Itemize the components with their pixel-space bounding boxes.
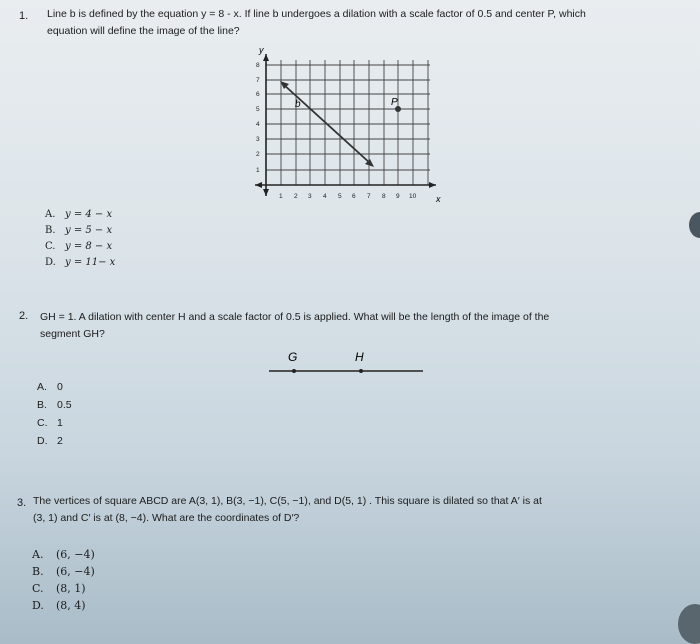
x-tick: 3 xyxy=(308,193,312,200)
x-tick: 10 xyxy=(409,193,417,200)
y-tick: 2 xyxy=(256,151,260,158)
choice-value: 2 xyxy=(57,435,63,447)
choice-a[interactable] xyxy=(45,209,115,225)
choice-value: 1 xyxy=(57,417,63,429)
y-tick: 6 xyxy=(256,91,260,98)
x-tick: 1 xyxy=(279,193,283,200)
point-h-label: H xyxy=(355,350,364,364)
choice-b[interactable] xyxy=(37,399,72,417)
choice-d[interactable] xyxy=(45,257,115,273)
y-tick: 3 xyxy=(256,136,260,143)
binder-hole xyxy=(689,212,700,238)
choice-value: (8, 1) xyxy=(56,582,86,595)
choice-letter: B. xyxy=(37,399,47,411)
x-tick: 9 xyxy=(396,193,400,200)
choice-letter: A. xyxy=(37,381,47,393)
choice-value: y = 5 − x xyxy=(65,225,113,236)
choice-letter: D. xyxy=(45,257,56,268)
x-tick: 2 xyxy=(294,193,298,200)
choice-letter: C. xyxy=(32,582,44,595)
segment-gh-figure xyxy=(265,345,435,385)
x-tick: 6 xyxy=(352,193,356,200)
question-text xyxy=(40,309,690,343)
question-text-line: Line b is defined by the equation y = 8 - x. If line b undergoes a dilation with a scale factor of 0.5 and center P, which xyxy=(47,8,586,20)
x-tick: 7 xyxy=(367,193,371,200)
y-tick: 8 xyxy=(256,62,260,69)
choice-letter: A. xyxy=(32,548,44,561)
choice-a[interactable] xyxy=(32,548,95,565)
choice-value: (6, −4) xyxy=(56,565,95,578)
choice-a[interactable] xyxy=(37,381,72,399)
choice-d[interactable] xyxy=(32,599,95,616)
line-label: b xyxy=(295,99,301,110)
choice-value: 0 xyxy=(57,381,63,393)
answer-choices xyxy=(32,548,95,616)
choice-c[interactable] xyxy=(32,582,95,599)
y-tick: 1 xyxy=(256,167,260,174)
x-tick: 4 xyxy=(323,193,327,200)
x-axis-label: x xyxy=(436,194,441,204)
choice-value: 0.5 xyxy=(57,399,72,411)
question-text-line: (3, 1) and C′ is at (8, −4). What are the coordinates of D′? xyxy=(33,512,300,524)
choice-letter: D. xyxy=(37,435,48,447)
question-number: 1. xyxy=(19,10,29,22)
y-axis-label: y xyxy=(259,45,264,55)
choice-value: y = 11− x xyxy=(65,257,116,268)
question-text xyxy=(33,493,683,527)
choice-c[interactable] xyxy=(45,241,115,257)
choice-b[interactable] xyxy=(32,565,95,582)
x-tick: 8 xyxy=(382,193,386,200)
question-text-line: segment GH? xyxy=(40,328,105,340)
point-g-label: G xyxy=(288,350,298,364)
choice-c[interactable] xyxy=(37,417,72,435)
choice-d[interactable] xyxy=(37,435,72,453)
choice-letter: C. xyxy=(45,241,56,252)
choice-letter: C. xyxy=(37,417,48,429)
choice-letter: A. xyxy=(45,209,56,220)
question-number: 2. xyxy=(19,310,29,322)
y-tick: 7 xyxy=(256,77,260,84)
y-tick: 4 xyxy=(256,121,260,128)
y-tick: 5 xyxy=(256,106,260,113)
choice-letter: B. xyxy=(32,565,44,578)
question-text-line: The vertices of square ABCD are A(3, 1), B(3, −1), C(5, −1), and D(5, 1) . This square is dilated so that A′ is at xyxy=(33,495,542,507)
question-text xyxy=(47,6,697,40)
question-number: 3. xyxy=(17,497,27,509)
coordinate-graph xyxy=(252,44,442,204)
question-text-line: equation will define the image of the line? xyxy=(47,25,240,37)
choice-letter: B. xyxy=(45,225,56,236)
point-label: P xyxy=(391,97,398,108)
question-text-line: GH = 1. A dilation with center H and a scale factor of 0.5 is applied. What will be the length of the image of the xyxy=(40,311,550,323)
choice-value: y = 8 − x xyxy=(65,241,113,252)
choice-value: (8, 4) xyxy=(56,599,86,612)
choice-value: y = 4 − x xyxy=(65,209,113,220)
answer-choices xyxy=(45,209,115,273)
choice-b[interactable] xyxy=(45,225,115,241)
x-tick: 5 xyxy=(338,193,342,200)
choice-value: (6, −4) xyxy=(56,548,95,561)
answer-choices xyxy=(37,381,72,453)
choice-letter: D. xyxy=(32,599,44,612)
binder-hole xyxy=(678,604,700,644)
